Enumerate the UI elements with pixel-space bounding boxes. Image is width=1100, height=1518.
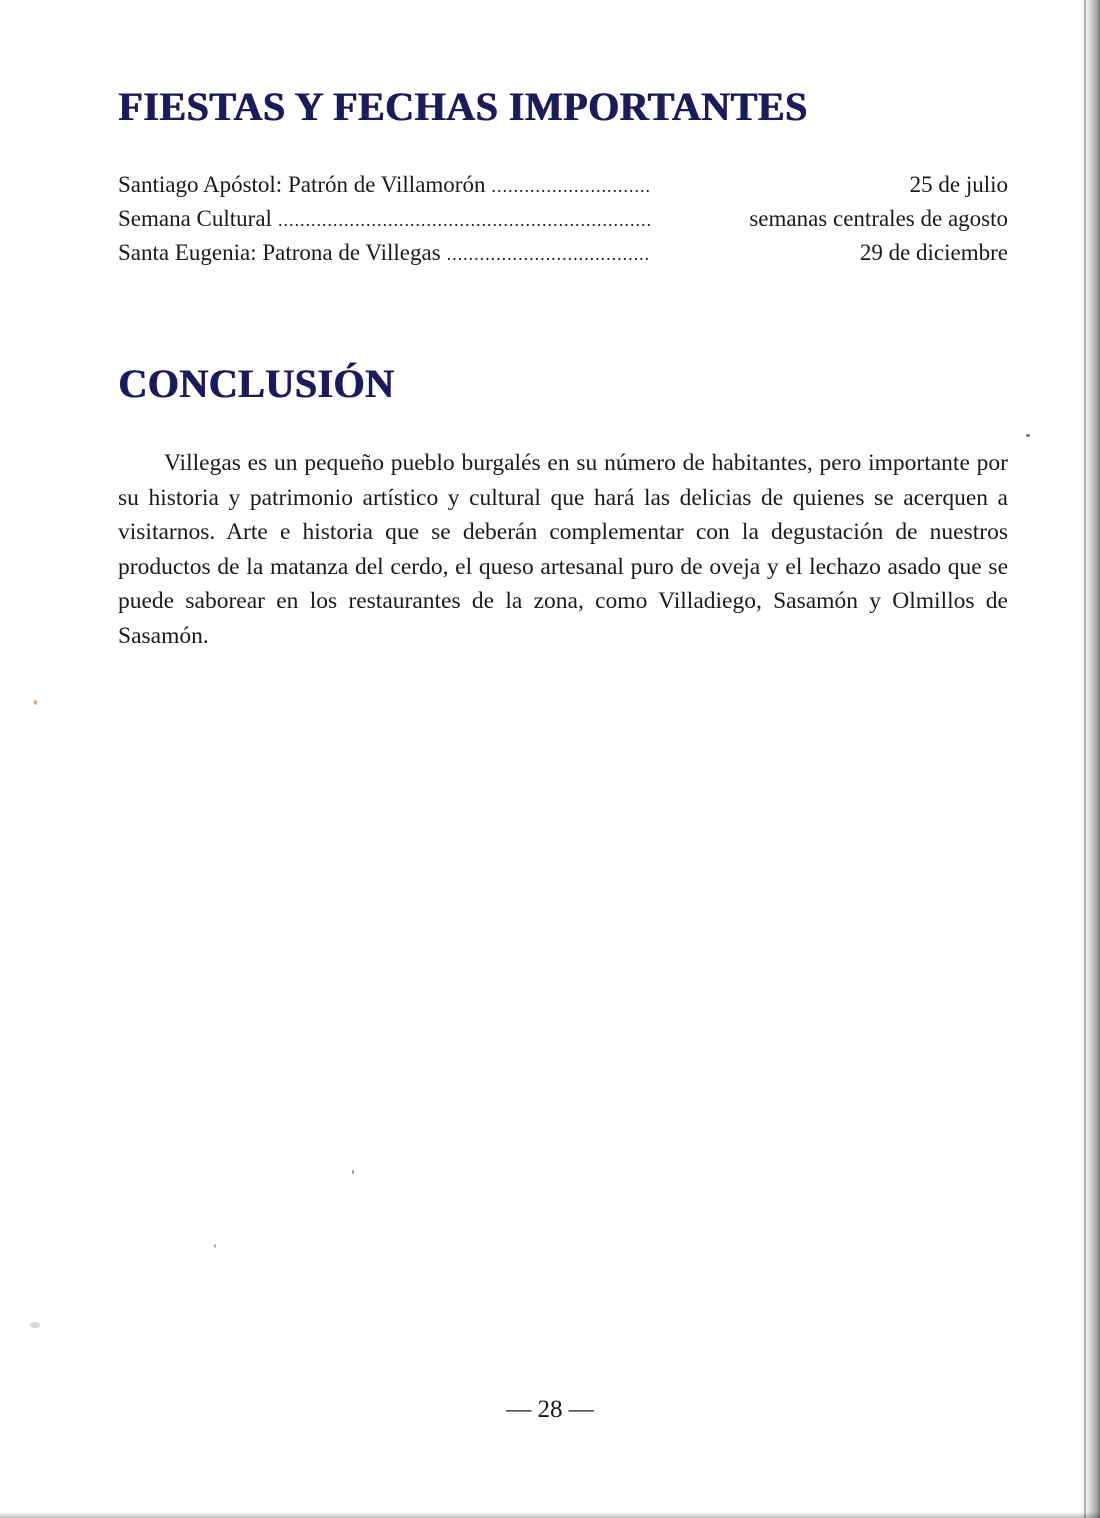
event-name: Santa Eugenia: Patrona de Villegas	[118, 240, 441, 265]
event-date: 29 de diciembre	[859, 240, 1008, 265]
event-left	[118, 236, 650, 271]
event-date: 25 de julio	[909, 172, 1008, 197]
event-row	[118, 202, 1008, 236]
event-name: Santiago Apóstol: Patrón de Villamorón	[118, 172, 486, 197]
page-edge-shadow	[1078, 0, 1100, 1518]
dot-leader	[491, 169, 650, 203]
conclusion-heading: CONCLUSIÓN	[118, 361, 395, 406]
event-date: semanas centrales de agosto	[749, 206, 1008, 231]
events-list	[118, 168, 1008, 270]
paper-speck	[352, 1170, 354, 1174]
page-edge-line	[1084, 0, 1086, 1518]
event-row	[118, 168, 1008, 202]
conclusion-paragraph: Villegas es un pequeño pueblo burgalés en su número de habitantes, pero importante por su historia y patrimonio artístico y cultural que hará las delicias de quienes se acerquen a visitarnos. Arte e historia que se deberán complementar con la degustación de nuestros productos de la matanza del cerdo, el queso artesanal puro de oveja y el lechazo asado que se puede saborear en los restaurantes de la zona, como Villadiego, Sasamón y Olmillos de Sasamón.	[118, 450, 1008, 649]
fiestas-heading: FIESTAS Y FECHAS IMPORTANTES	[118, 84, 808, 129]
page-bottom-shadow	[0, 1512, 1100, 1518]
dot-leader	[278, 203, 650, 237]
paper-speck	[1026, 434, 1030, 437]
event-left	[118, 202, 650, 237]
paper-speck	[30, 1322, 40, 1328]
event-row	[118, 236, 1008, 270]
paper-speck	[214, 1244, 216, 1248]
event-left	[118, 168, 650, 203]
event-name: Semana Cultural	[118, 206, 272, 231]
page-number: — 28 —	[506, 1396, 594, 1423]
dot-leader	[447, 237, 650, 271]
paper-speck	[34, 700, 37, 705]
